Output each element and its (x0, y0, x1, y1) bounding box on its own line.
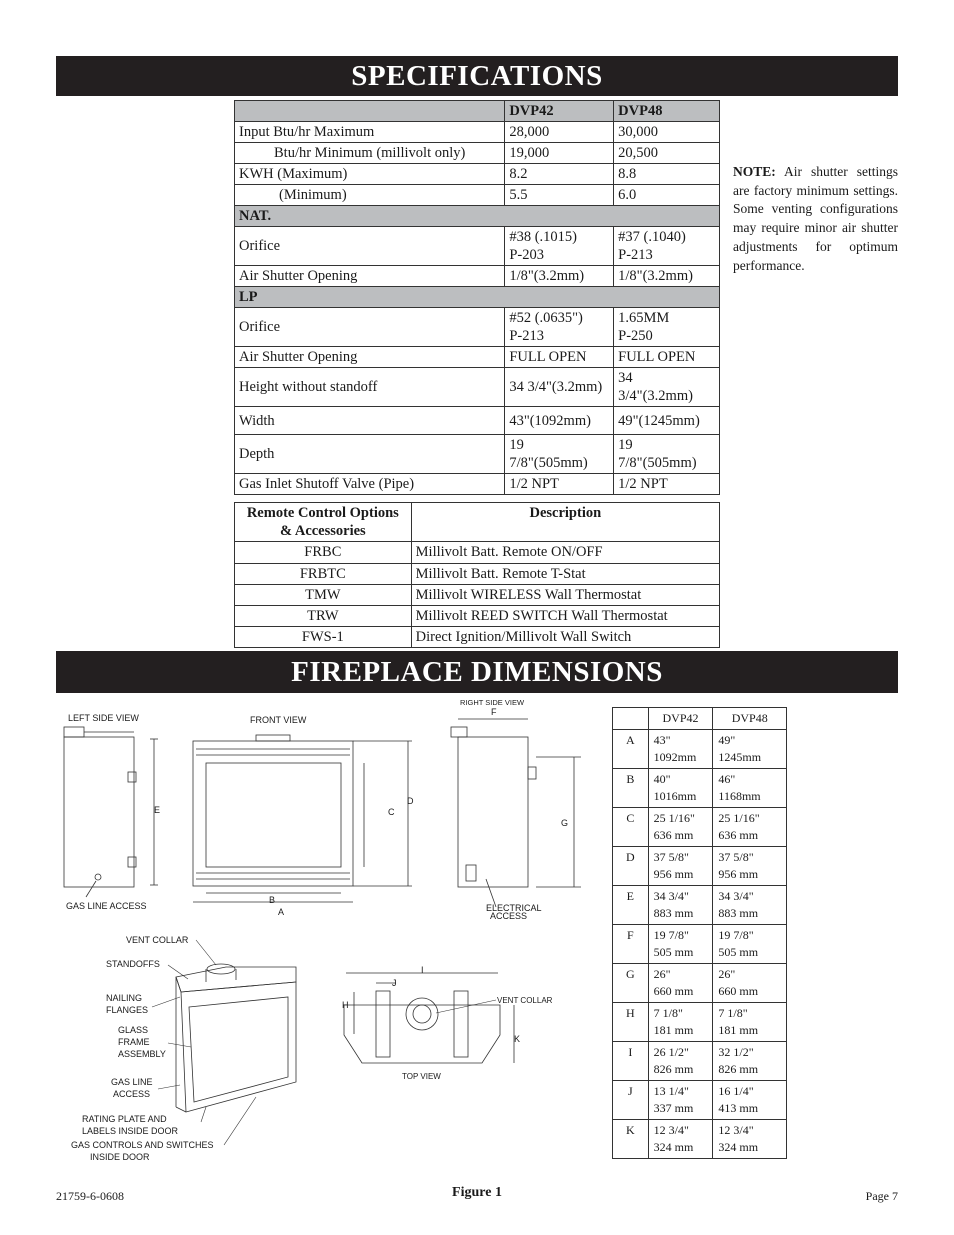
table-row (613, 1042, 787, 1081)
value-line: 19 7/8" (718, 928, 754, 942)
option-description: Direct Ignition/Millivolt Wall Switch (411, 627, 719, 648)
header-cell-dvp42: DVP42 (505, 101, 614, 122)
dvp42-value (648, 886, 713, 925)
table-row (235, 266, 720, 287)
label-standoffs: STANDOFFS (106, 959, 160, 969)
row-label: Input Btu/hr Maximum (235, 122, 505, 143)
value-line: 34 (618, 370, 633, 386)
dvp42-value (648, 847, 713, 886)
dvp48-value: 30,000 (614, 122, 720, 143)
value-line: 49" (718, 733, 736, 747)
section-label: NAT. (235, 206, 720, 227)
dimension-key: A (613, 730, 649, 769)
dvp48-value (713, 847, 787, 886)
row-label: Depth (235, 435, 505, 474)
value-line: 26" (653, 967, 671, 981)
dvp48-value (713, 1042, 787, 1081)
dvp48-value (713, 1003, 787, 1042)
dvp42-value: 28,000 (505, 122, 614, 143)
table-row (613, 769, 787, 808)
dvp42-value (648, 1120, 713, 1159)
row-label: KWH (Maximum) (235, 164, 505, 185)
value-line: 636 mm (718, 828, 759, 842)
value-line: 34 3/4" (653, 889, 689, 903)
option-code: FWS-1 (235, 627, 412, 648)
value-line: 324 mm (653, 1140, 694, 1154)
value-line: 1168mm (718, 789, 761, 803)
dvp48-value (713, 886, 787, 925)
header-cell (613, 708, 649, 730)
row-label: (Minimum) (235, 185, 505, 206)
value-line: 7 1/8" (653, 1006, 683, 1020)
value-line: 34 3/4" (718, 889, 754, 903)
document-number: 21759-6-0608 (56, 1189, 124, 1203)
value-line: 956 mm (718, 867, 759, 881)
left-side-view-drawing (64, 727, 161, 897)
remote-control-table (234, 502, 720, 648)
dim-label-i: I (421, 965, 424, 975)
header-cell-dvp48: DVP48 (614, 101, 720, 122)
value-line: 32 1/2" (718, 1045, 754, 1059)
label-electrical-access: ACCESS (490, 911, 528, 921)
dvp48-value (614, 227, 720, 266)
value-line: 26 1/2" (653, 1045, 689, 1059)
dimension-key: G (613, 964, 649, 1003)
label-vent-collar: VENT COLLAR (126, 935, 189, 945)
value-line: 25 1/16" (653, 811, 695, 825)
table-header-row (613, 708, 787, 730)
value-line: 1245mm (718, 750, 762, 764)
value-line: 660 mm (653, 984, 694, 998)
dvp42-value (648, 769, 713, 808)
table-header-row (235, 101, 720, 122)
value-line: 40" (653, 772, 671, 786)
page-number: Page 7 (865, 1189, 898, 1203)
value-line: 7/8"(505mm) (618, 455, 697, 471)
dimension-key: H (613, 1003, 649, 1042)
header-line: & Accessories (279, 523, 366, 540)
option-description: Millivolt Batt. Remote ON/OFF (411, 542, 719, 563)
table-header-row (235, 503, 720, 542)
label-assembly: ASSEMBLY (118, 1049, 166, 1059)
table-row (613, 964, 787, 1003)
air-shutter-note (733, 163, 898, 275)
dvp48-value (713, 730, 787, 769)
row-label: Air Shutter Opening (235, 266, 505, 287)
value-line: 324 mm (718, 1140, 759, 1154)
label-labels-inside-door: LABELS INSIDE DOOR (82, 1126, 179, 1136)
table-row (235, 435, 720, 474)
top-view-drawing (344, 973, 514, 1063)
label-electrical: ELECTRICAL (486, 903, 542, 913)
value-line: 826 mm (653, 1062, 694, 1076)
dimension-key: B (613, 769, 649, 808)
dim-label-c: C (388, 807, 395, 817)
dvp48-value (713, 808, 787, 847)
row-label: Orifice (235, 227, 505, 266)
value-line: 1092mm (653, 750, 697, 764)
dim-label-b: B (269, 895, 276, 905)
dim-label-f: F (491, 707, 497, 717)
label-gas-controls: GAS CONTROLS AND SWITCHES (71, 1140, 214, 1150)
label-gas-line-access-2: ACCESS (113, 1089, 151, 1099)
table-row (235, 308, 720, 347)
dvp42-value: 1/8"(3.2mm) (505, 266, 614, 287)
dvp48-value: 1/8"(3.2mm) (614, 266, 720, 287)
note-text: Air shutter settings are factory minimum settings. Some venting configurations may require minor air shutter adjustments for optimum performance. (733, 164, 898, 273)
dim-label-h: H (342, 1000, 349, 1010)
specifications-title: SPECIFICATIONS (56, 56, 898, 96)
dvp42-value: 8.2 (505, 164, 614, 185)
option-description: Millivolt Batt. Remote T-Stat (411, 563, 719, 584)
table-row (613, 847, 787, 886)
fireplace-drawings (56, 697, 596, 1167)
label-top-view: TOP VIEW (402, 1072, 441, 1081)
value-line: 25 1/16" (718, 811, 760, 825)
value-line: #38 (.1015) (509, 229, 577, 245)
value-line: 26" (718, 967, 736, 981)
value-line: 660 mm (718, 984, 759, 998)
dvp42-value (648, 1003, 713, 1042)
value-line: 12 3/4" (653, 1123, 689, 1137)
value-line: 19 (509, 437, 524, 453)
value-line: 43" (653, 733, 671, 747)
label-nailing: NAILING (106, 993, 143, 1003)
header-cell-description: Description (411, 503, 719, 542)
table-row (235, 627, 720, 648)
table-row (613, 808, 787, 847)
value-line: 505 mm (718, 945, 759, 959)
option-description: Millivolt WIRELESS Wall Thermostat (411, 584, 719, 605)
value-line: 181 mm (718, 1023, 759, 1037)
dim-label-e: E (154, 805, 161, 815)
specifications-table (234, 100, 720, 495)
table-row (235, 563, 720, 584)
dimension-key: I (613, 1042, 649, 1081)
value-line: 636 mm (653, 828, 694, 842)
value-line: 337 mm (653, 1101, 694, 1115)
dvp48-value: 20,500 (614, 143, 720, 164)
table-row (235, 407, 720, 435)
value-line: 19 (618, 437, 633, 453)
value-line: 181 mm (653, 1023, 694, 1037)
value-line: 826 mm (718, 1062, 759, 1076)
section-row-nat (235, 206, 720, 227)
value-line: 956 mm (653, 867, 694, 881)
table-row (235, 143, 720, 164)
row-label: Width (235, 407, 505, 435)
table-row (613, 1081, 787, 1120)
header-cell (235, 101, 505, 122)
value-line: 46" (718, 772, 736, 786)
value-line: 883 mm (653, 906, 694, 920)
dvp42-value: 34 3/4"(3.2mm) (505, 368, 614, 407)
row-label: Air Shutter Opening (235, 347, 505, 368)
figure-caption: Figure 1 (452, 1185, 502, 1200)
dvp48-value (614, 368, 720, 407)
fireplace-dimensions-title: FIREPLACE DIMENSIONS (56, 651, 898, 693)
value-line: #52 (.0635") (509, 310, 583, 326)
dvp48-value (713, 1081, 787, 1120)
table-row (235, 542, 720, 563)
header-cell-dvp42: DVP42 (648, 708, 713, 730)
dim-label-d: D (407, 796, 414, 806)
label-frame: FRAME (118, 1037, 150, 1047)
dvp42-value (648, 730, 713, 769)
note-label: NOTE: (733, 164, 776, 179)
label-gas-line-access: GAS LINE ACCESS (66, 901, 147, 911)
right-side-view-drawing (451, 719, 581, 907)
option-code: FRBTC (235, 563, 412, 584)
value-line: 16 1/4" (718, 1084, 754, 1098)
dvp48-value: 49"(1245mm) (614, 407, 720, 435)
value-line: 413 mm (718, 1101, 759, 1115)
dim-label-g: G (561, 818, 569, 828)
value-line: 12 3/4" (718, 1123, 754, 1137)
label-gas-line: GAS LINE (111, 1077, 153, 1087)
option-code: FRBC (235, 542, 412, 563)
value-line: 13 1/4" (653, 1084, 689, 1098)
dvp42-value (505, 435, 614, 474)
value-line: 19 7/8" (653, 928, 689, 942)
dvp42-value: 5.5 (505, 185, 614, 206)
label-left-side-view: LEFT SIDE VIEW (68, 713, 139, 723)
dvp48-value (614, 435, 720, 474)
table-row (613, 886, 787, 925)
table-row (235, 227, 720, 266)
front-view-drawing (193, 735, 412, 902)
dim-label-k: K (514, 1034, 521, 1044)
label-vent-collar-top: VENT COLLAR (497, 996, 553, 1005)
dvp42-value (648, 1042, 713, 1081)
dvp48-value: 1/2 NPT (614, 474, 720, 495)
table-row (235, 185, 720, 206)
row-label: Gas Inlet Shutoff Valve (Pipe) (235, 474, 505, 495)
dvp42-value: 19,000 (505, 143, 614, 164)
label-right-side-view: RIGHT SIDE VIEW (460, 698, 525, 707)
dimension-key: D (613, 847, 649, 886)
value-line: P-250 (618, 328, 653, 344)
label-rating-plate: RATING PLATE AND (82, 1114, 167, 1124)
value-line: P-203 (509, 247, 544, 263)
dim-label-a: A (278, 907, 285, 917)
header-cell-dvp48: DVP48 (713, 708, 787, 730)
dvp42-value (505, 308, 614, 347)
label-front-view: FRONT VIEW (250, 715, 307, 725)
dvp42-value (505, 227, 614, 266)
dvp48-value (713, 925, 787, 964)
leader-lines (152, 940, 496, 1145)
row-label: Height without standoff (235, 368, 505, 407)
value-line: 7/8"(505mm) (509, 455, 588, 471)
option-code: TMW (235, 584, 412, 605)
value-line: P-213 (618, 247, 653, 263)
value-line: P-213 (509, 328, 544, 344)
dvp42-value: 43"(1092mm) (505, 407, 614, 435)
table-row (235, 368, 720, 407)
dvp42-value (648, 964, 713, 1003)
dimensions-table (612, 707, 787, 1159)
value-line: 37 5/8" (653, 850, 689, 864)
label-inside-door: INSIDE DOOR (90, 1152, 150, 1162)
row-label: Orifice (235, 308, 505, 347)
value-line: #37 (.1040) (618, 229, 686, 245)
value-line: 1.65MM (618, 310, 670, 326)
option-code: TRW (235, 606, 412, 627)
value-line: 505 mm (653, 945, 694, 959)
table-row (235, 606, 720, 627)
dvp42-value (648, 808, 713, 847)
dvp48-value (713, 769, 787, 808)
table-row (235, 122, 720, 143)
label-glass: GLASS (118, 1025, 149, 1035)
value-line: 37 5/8" (718, 850, 754, 864)
value-line: 883 mm (718, 906, 759, 920)
row-label: Btu/hr Minimum (millivolt only) (235, 143, 505, 164)
dvp48-value (614, 308, 720, 347)
dim-label-j: J (392, 978, 397, 988)
table-row (613, 1003, 787, 1042)
dvp42-value: FULL OPEN (505, 347, 614, 368)
dimension-key: F (613, 925, 649, 964)
dimension-key: J (613, 1081, 649, 1120)
value-line: 7 1/8" (718, 1006, 748, 1020)
isometric-view-drawing (176, 964, 296, 1112)
dvp48-value (713, 964, 787, 1003)
dvp42-value (648, 1081, 713, 1120)
dvp48-value: 6.0 (614, 185, 720, 206)
section-row-lp (235, 287, 720, 308)
dvp48-value: FULL OPEN (614, 347, 720, 368)
table-row (613, 925, 787, 964)
table-row (235, 347, 720, 368)
option-description: Millivolt REED SWITCH Wall Thermostat (411, 606, 719, 627)
table-row (235, 474, 720, 495)
label-flanges: FLANGES (106, 1005, 149, 1015)
table-row (613, 730, 787, 769)
value-line: 1016mm (653, 789, 697, 803)
dimension-key: K (613, 1120, 649, 1159)
dimension-key: E (613, 886, 649, 925)
dimension-key: C (613, 808, 649, 847)
dvp42-value: 1/2 NPT (505, 474, 614, 495)
dvp48-value: 8.8 (614, 164, 720, 185)
table-row (235, 584, 720, 605)
header-cell-options (235, 503, 412, 542)
table-row (613, 1120, 787, 1159)
value-line: 3/4"(3.2mm) (618, 388, 693, 404)
section-label: LP (235, 287, 720, 308)
dvp48-value (713, 1120, 787, 1159)
table-row (235, 164, 720, 185)
header-line: Remote Control Options (246, 505, 399, 521)
dvp42-value (648, 925, 713, 964)
